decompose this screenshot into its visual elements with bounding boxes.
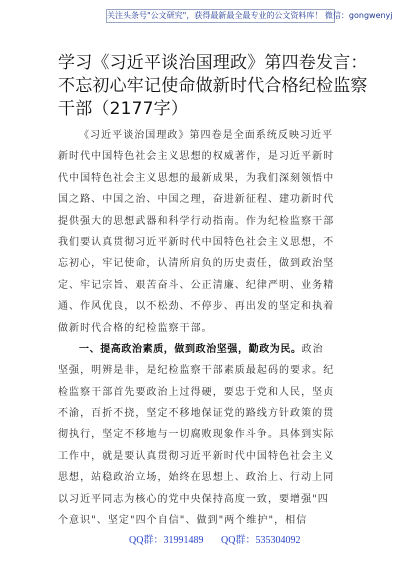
document-title xyxy=(58,52,368,121)
footer xyxy=(0,531,408,551)
paragraph-1-line: 定、牢记宗旨、艰苦奋斗、公正清廉、纪律严明、业务精 xyxy=(58,279,335,291)
paragraph-2-line: 彻执行，坚定不移地与一切腐败现象作斗争。具体到实际 xyxy=(58,429,335,441)
title-line-2: 不忘初心牢记使命做新时代合格纪检监察 xyxy=(58,76,368,96)
paragraph-2-line: 检监察干部首先要政治上过得硬，要忠于党和人民，坚贞 xyxy=(58,386,335,398)
paragraph-2-line: 不渝，百折不挠，坚定不移地保证党的路线方针政策的贯 xyxy=(58,408,335,420)
paragraph-1-line: 忘初心，牢记使命，认清所肩负的历史责任，做到政治坚 xyxy=(58,258,335,270)
document-body xyxy=(58,125,354,531)
paragraph-2-line: 思想，站稳政治立场，始终在思想上、政治上、行动上同 xyxy=(58,472,335,484)
paragraph-2-line: 个意识"、坚定"四个自信"、做到"两个维护"，相信 xyxy=(58,515,308,527)
paragraph-1-line: 提供强大的思想武器和科学行动指南。作为纪检监察干部 xyxy=(58,215,335,227)
paragraph-1-line: 通、作风优良，以不松劲、不停步、再出发的坚定和执着 xyxy=(58,301,335,313)
paragraph-1-line: 《习近平谈治国理政》第四卷是全面系统反映习近平 xyxy=(79,130,334,141)
footer-qq-group-1: QQ群：31991489 xyxy=(129,535,204,546)
title-line-3: 干部（2177字） xyxy=(58,99,189,119)
paragraph-2-line: 以习近平同志为核心的党中央保持高度一致，要增强"四 xyxy=(58,493,329,505)
title-line-1: 学习《习近平谈治国理政》第四卷发言： xyxy=(58,53,368,73)
paragraph-1-line: 代中国特色社会主义思想的最新成果，为我们深刻领悟中 xyxy=(58,172,335,184)
section-1-heading-line xyxy=(58,339,354,360)
section-1-heading-tail: 政治 xyxy=(301,343,324,355)
paragraph-2-line: 工作中，就是要认真贯彻习近平新时代中国特色社会主义 xyxy=(58,450,335,462)
paragraph-2-line: 坚强，明辨是非，是纪检监察干部素质最起码的要求。纪 xyxy=(58,365,335,377)
section-1-heading: 一、提高政治素质，做到政治坚强，勤政为民。 xyxy=(79,343,302,355)
paragraph-1-line: 我们要认真贯彻习近平新时代中国特色社会主义思想，不 xyxy=(58,236,335,248)
paragraph-1-line: 新时代中国特色社会主义思想的权威著作，是习近平新时 xyxy=(58,151,335,163)
header-banner: 关注头条号"公文研究"，获得最新最全最专业的公文资料库！ 微信：gongwenyj xyxy=(106,9,335,23)
footer-qq-group-2: QQ群：535304092 xyxy=(221,535,301,546)
paragraph-1-line: 做新时代合格的纪检监察干部。 xyxy=(58,322,213,334)
paragraph-1-line: 国之路、中国之治、中国之理，奋进新征程、建功新时代 xyxy=(58,194,335,206)
